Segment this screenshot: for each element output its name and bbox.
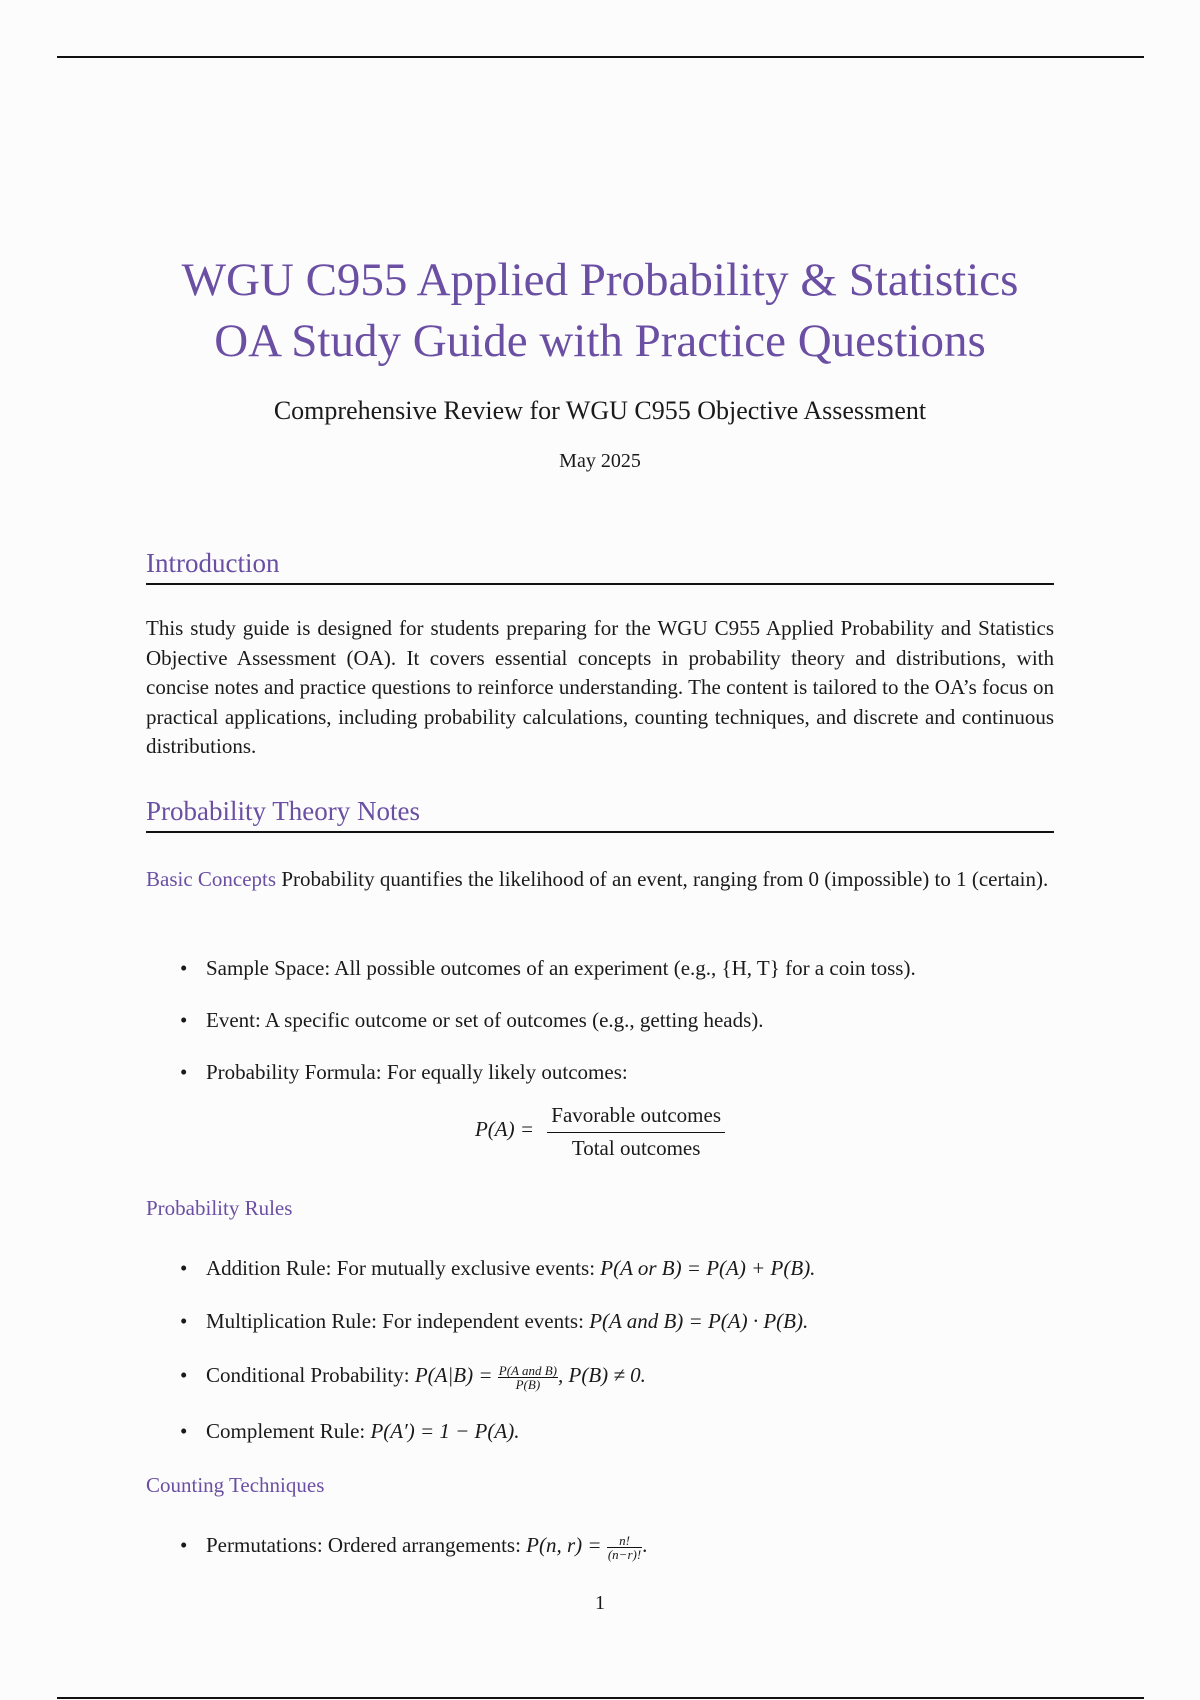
conditional-numerator: P(A and B) — [498, 1362, 558, 1378]
item-term: Probability Formula: — [206, 1060, 382, 1084]
list-item — [146, 1005, 1054, 1035]
basic-concepts-paragraph — [146, 862, 1054, 896]
item-math: P(A′) = 1 − P(A). — [370, 1419, 520, 1443]
item-term: Multiplication Rule: — [206, 1309, 377, 1333]
basic-concepts-text: Probability quantifies the likelihood of an event, ranging from 0 (impossible) to 1 (certain). — [276, 867, 1049, 891]
permutation-numerator: n! — [607, 1534, 642, 1548]
item-term: Conditional Probability: — [206, 1363, 410, 1387]
bullet-icon: • — [180, 1256, 188, 1280]
document-title — [0, 250, 1200, 372]
list-item — [146, 1530, 1054, 1560]
probability-formula — [146, 1100, 1054, 1163]
counting-techniques-label: Counting Techniques — [146, 1473, 325, 1497]
page-number: 1 — [595, 1592, 605, 1614]
formula-fraction — [547, 1100, 725, 1163]
item-math: P(n, r) = — [526, 1533, 602, 1557]
list-item — [146, 1360, 1054, 1390]
list-item — [146, 1253, 1054, 1283]
item-term: Sample Space: — [206, 956, 331, 980]
title-line-2: OA Study Guide with Practice Questions — [214, 315, 986, 367]
item-math: P(A and B) = P(A) · P(B). — [589, 1309, 809, 1333]
permutation-denominator: (n−r)! — [607, 1546, 642, 1562]
intro-heading: Introduction — [146, 548, 1054, 585]
title-line-1: WGU C955 Applied Probability & Statistics — [181, 254, 1019, 306]
item-math: P(A or B) = P(A) + P(B). — [600, 1256, 816, 1280]
bullet-icon: • — [180, 1533, 188, 1557]
item-text: For independent events: — [376, 1309, 590, 1333]
formula-numerator: Favorable outcomes — [547, 1100, 725, 1133]
basic-concepts-label: Basic Concepts — [146, 867, 277, 891]
item-text: Ordered arrangements: — [322, 1533, 527, 1557]
item-term: Event: — [206, 1008, 261, 1032]
title-block — [0, 250, 1200, 473]
list-item — [146, 1306, 1054, 1336]
document-subtitle: Comprehensive Review for WGU C955 Objective Assessment — [273, 396, 927, 425]
conditional-denominator: P(B) — [515, 1376, 541, 1392]
permutation-tail: . — [642, 1533, 648, 1557]
probability-heading: Probability Theory Notes — [146, 796, 1054, 833]
item-math: P(A|B) = — [414, 1363, 493, 1387]
bullet-icon: • — [180, 1060, 188, 1084]
bullet-icon: • — [180, 1419, 188, 1443]
probability-rules-label: Probability Rules — [146, 1196, 293, 1220]
list-item — [146, 953, 1054, 983]
bullet-icon: • — [180, 956, 188, 980]
document-date: May 2025 — [559, 450, 641, 472]
intro-paragraph: This study guide is designed for students preparing for the WGU C955 Applied Probability and Statistics Objective Assessment (OA). It covers essential concepts in probability theory and distributions, with concise notes and practice questions to reinforce understanding. The content is tailored to the OA’s focus on practical applications, including probability calculations, counting techniques, and discrete and continuous distributions. — [146, 616, 1054, 758]
formula-denominator: Total outcomes — [571, 1136, 701, 1160]
basic-concepts-list — [146, 953, 1054, 1087]
probability-rules-list — [146, 1253, 1054, 1446]
conditional-fraction — [498, 1364, 558, 1391]
item-term: Addition Rule: — [206, 1256, 332, 1280]
bullet-icon: • — [180, 1363, 188, 1387]
conditional-tail: , P(B) ≠ 0. — [558, 1363, 646, 1387]
counting-list — [146, 1530, 1054, 1560]
item-text: For equally likely outcomes: — [381, 1060, 628, 1084]
bottom-rule — [57, 1697, 1144, 1699]
permutation-fraction — [607, 1534, 642, 1561]
list-item — [146, 1416, 1054, 1446]
bullet-icon: • — [180, 1309, 188, 1333]
top-rule — [57, 56, 1144, 58]
list-item — [146, 1057, 1054, 1087]
item-text: All possible outcomes of an experiment (e.g., {H, T} for a coin toss). — [330, 956, 916, 980]
formula-lhs: P(A) = — [474, 1117, 535, 1142]
item-term: Permutations: — [206, 1533, 323, 1557]
bullet-icon: • — [180, 1008, 188, 1032]
item-term: Complement Rule: — [206, 1419, 366, 1443]
item-text: A specific outcome or set of outcomes (e.g., getting heads). — [260, 1008, 764, 1032]
item-text: For mutually exclusive events: — [331, 1256, 601, 1280]
